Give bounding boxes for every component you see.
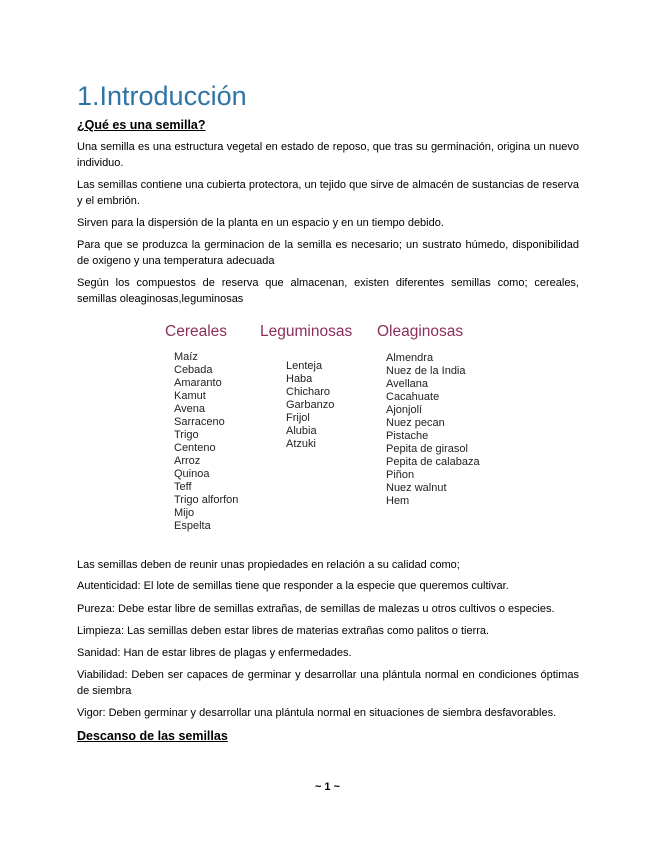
- list-oleaginosas: [386, 352, 480, 508]
- paragraph: Sirven para la dispersión de la planta en un espacio y en un tiempo debido.: [77, 217, 444, 229]
- list-item: Arroz: [174, 455, 201, 467]
- list-item: Trigo: [174, 429, 199, 441]
- list-leguminosas: [286, 360, 352, 451]
- list-item: Sarraceno: [174, 416, 225, 428]
- list-item: Nuez de la India: [386, 365, 466, 377]
- paragraph: Para que se produzca la germinacion de la semilla es necesario; un sustrato húmedo, disponibilidad de oxigeno y una temperatura adecuada: [77, 239, 579, 267]
- paragraph-autenticidad: Autenticidad: El lote de semillas tiene que responder a la especie que queremos cultivar.: [77, 580, 509, 592]
- list-item: Lenteja: [286, 360, 323, 372]
- section-heading-descanso: Descanso de las semillas: [77, 729, 228, 743]
- paragraph-pureza: Pureza: Debe estar libre de semillas extrañas, de semillas de malezas u otros cultivos o especies.: [77, 603, 555, 615]
- list-item: Pistache: [386, 430, 429, 442]
- list-item: Atzuki: [286, 438, 316, 450]
- paragraph-sanidad: Sanidad: Han de estar libres de plagas y enfermedades.: [77, 647, 352, 659]
- page-title: 1.Introducción: [77, 81, 247, 111]
- list-item: Chicharo: [286, 386, 331, 398]
- list-item: Garbanzo: [286, 399, 335, 411]
- list-item: Cacahuate: [386, 391, 440, 403]
- list-item: Almendra: [386, 352, 434, 364]
- subheading-what-is-seed: ¿Qué es una semilla?: [77, 118, 206, 132]
- paragraph-viabilidad: Viabilidad: Deben ser capaces de germinar y desarrollar una plántula normal en condiciones óptimas de siembra: [77, 669, 579, 697]
- column-cereales: [165, 322, 238, 533]
- list-item: Avellana: [386, 378, 428, 390]
- seed-types-figure: [160, 322, 500, 540]
- list-item: Cebada: [174, 364, 213, 376]
- column-heading-oleaginosas: Oleaginosas: [377, 323, 464, 340]
- list-item: Nuez walnut: [386, 482, 447, 494]
- list-item: Espelta: [174, 520, 211, 532]
- list-item: Amaranto: [174, 377, 222, 389]
- paragraph: Las semillas contiene una cubierta protectora, un tejido que sirve de almacén de sustancias de reserva y el embrión.: [77, 179, 580, 207]
- list-item: Pepita de calabaza: [386, 456, 480, 468]
- column-oleaginosas: [377, 322, 480, 508]
- paragraph-limpieza: Limpieza: Las semillas deben estar libres de materias extrañas como palitos o tierra.: [77, 625, 490, 637]
- page-number: ~ 1 ~: [314, 781, 341, 793]
- column-heading-cereales: Cereales: [165, 323, 228, 340]
- list-item: Ajonjolí: [386, 404, 423, 416]
- list-item: Teff: [174, 481, 192, 493]
- list-item: Trigo alforfon: [174, 494, 239, 506]
- paragraph: Una semilla es una estructura vegetal en estado de reposo, que tras su germinación, origina un nuevo individuo.: [77, 141, 579, 169]
- list-item: Pepita de girasol: [386, 443, 468, 455]
- column-heading-leguminosas: Leguminosas: [260, 323, 353, 340]
- list-item: Maíz: [174, 351, 198, 363]
- list-cereales: [174, 351, 238, 533]
- list-item: Kamut: [174, 390, 206, 402]
- list-item: Haba: [286, 373, 313, 385]
- list-item: Piñon: [386, 469, 415, 481]
- paragraph-vigor: Vigor: Deben germinar y desarrollar una plántula normal en situaciones de siembra desfavorables.: [77, 707, 557, 719]
- paragraph: Según los compuestos de reserva que almacenan, existen diferentes semillas como; cereales, semillas oleaginosas,leguminosas: [77, 277, 579, 305]
- list-item: Centeno: [174, 442, 216, 454]
- column-leguminosas: [260, 322, 352, 451]
- list-item: Quinoa: [174, 468, 210, 480]
- list-item: Hem: [386, 495, 410, 507]
- list-item: Avena: [174, 403, 205, 415]
- list-item: Mijo: [174, 507, 195, 519]
- list-item: Alubia: [286, 425, 317, 437]
- list-item: Nuez pecan: [386, 417, 445, 429]
- list-item: Frijol: [286, 412, 310, 424]
- paragraph: Las semillas deben de reunir unas propiedades en relación a su calidad como;: [77, 559, 460, 571]
